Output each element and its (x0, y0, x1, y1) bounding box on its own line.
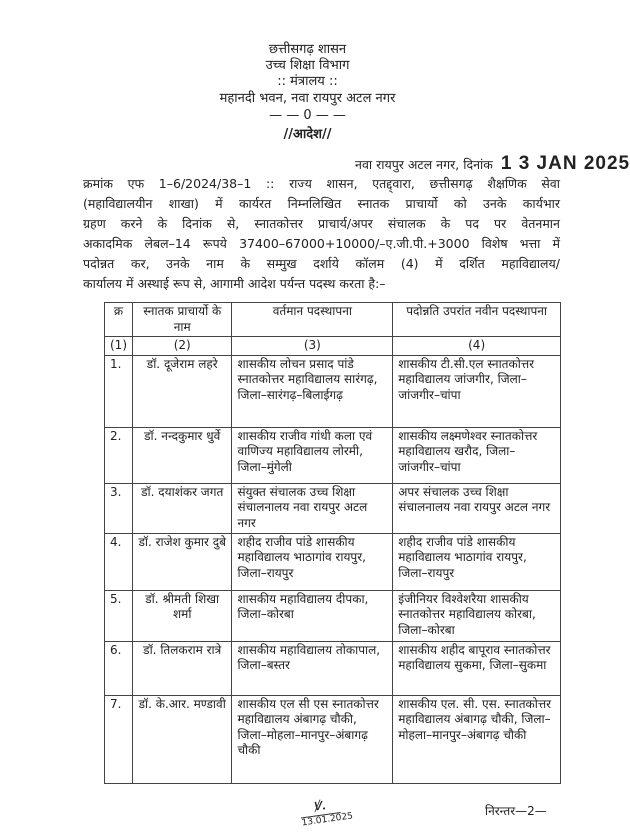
date-stamp: 1 3 JAN 2025 (500, 153, 630, 174)
column-number: (2) (133, 337, 232, 356)
cell-name: डॉ. तिलकराम रात्रे (133, 641, 232, 695)
table-row (105, 355, 561, 427)
signature (298, 789, 354, 829)
table-row (105, 483, 561, 533)
cell-new-posting: शहीद राजीव पांडे शासकीय महाविद्यालय भाठागांव रायपुर, जिला–रायपुर (393, 533, 561, 590)
cell-sr: 7. (105, 695, 133, 783)
continued-label: निरन्तर—2— (485, 804, 547, 818)
cell-current-posting: शासकीय राजीव गांधी कला एवं वाणिज्य महाविद्यालय लोरमी, जिला–मुंगेली (232, 427, 393, 483)
cell-new-posting: शासकीय टी.सी.एल स्नातकोत्तर महाविद्यालय जांजगीर, जिला–जांजगीर–चांपा (393, 355, 561, 427)
cell-current-posting: शासकीय महाविद्यालय दीपका, जिला–कोरबा (232, 590, 393, 641)
column-number: (1) (105, 337, 133, 356)
cell-sr: 1. (105, 355, 133, 427)
order-title: //आदेश// (283, 127, 332, 142)
column-number: (3) (232, 337, 393, 356)
cell-name: डॉ. दयाशंकर जगत (133, 483, 232, 533)
cell-current-posting: शासकीय लोचन प्रसाद पांडे स्नातकोत्तर महाविद्यालय सारंगढ़, जिला–सारंगढ़–बिलाईगढ़ (232, 355, 393, 427)
header-name: स्नातक प्राचार्यो के नाम (133, 303, 232, 337)
cell-new-posting: इंजीनियर विश्वेशरैया शासकीय स्नातकोत्तर महाविद्यालय कोरबा, जिला–कोरबा (393, 590, 561, 641)
table-header-row (105, 303, 561, 337)
signature-date: 13.01.2025 (301, 811, 354, 829)
table-row (105, 427, 561, 483)
cell-name: डॉ. के.आर. मण्डावी (133, 695, 232, 783)
cell-current-posting: शासकीय एल सी एस स्नातकोत्तर महाविद्यालय अंबागढ़ चौकी, जिला–मोहला–मानपुर–अंबागढ़ चौकी (232, 695, 393, 783)
header-current-posting: वर्तमान पदस्थापना (232, 303, 393, 337)
body-line: ग्रहण करने के दिनांक से, स्नातकोत्तर प्राचार्य/अपर संचालक के पद पर वेतनमान (83, 216, 560, 231)
column-number: (4) (393, 337, 561, 356)
cell-new-posting: शासकीय शहीद बापूराव स्नातकोत्तर महाविद्यालय सुकमा, जिला–सुकमा (393, 641, 561, 695)
header-new-posting: पदोन्नति उपरांत नवीन पदस्थापना (393, 303, 561, 337)
cell-sr: 6. (105, 641, 133, 695)
cell-new-posting: अपर संचालक उच्च शिक्षा संचालनालय नवा रायपुर अटल नगर (393, 483, 561, 533)
body-line: पदोन्नत कर, उनके नाम के सम्मुख दर्शाये कॉलम (4) में दर्शित महाविद्यालय/ (83, 256, 560, 271)
address: महानदी भवन, नवा रायपुर अटल नगर (219, 91, 396, 106)
cell-name: डॉ. श्रीमती शिखा शर्मा (133, 590, 232, 641)
department-name: उच्च शिक्षा विभाग (265, 58, 350, 73)
cell-name: डॉ. दूजेराम लहरे (133, 355, 232, 427)
body-line: कार्यालय में अस्थाई रूप से, आगामी आदेश पर्यन्त पदस्थ करता है:– (83, 276, 386, 291)
place-date-label: नवा रायपुर अटल नगर, दिनांक (355, 157, 493, 172)
body-line: (महाविद्यालयीन शाखा) में कार्यरत निम्नलिखित स्नातक प्राचार्यो को उनके कार्यभार (83, 196, 560, 211)
cell-name: डॉ. नन्दकुमार धुर्वे (133, 427, 232, 483)
date-line (355, 153, 630, 175)
table-row (105, 695, 561, 783)
table-row (105, 533, 561, 590)
government-name: छत्तीसगढ़ शासन (268, 42, 347, 57)
cell-sr: 3. (105, 483, 133, 533)
header-sr: क्र (105, 303, 133, 337)
cell-current-posting: शासकीय महाविद्यालय तोकापाल, जिला–बस्तर (232, 641, 393, 695)
body-line: क्रमांक एफ 1–6/2024/38–1 :: राज्य शासन, एतद्द्वारा, छत्तीसगढ़ शैक्षणिक सेवा (83, 176, 560, 191)
cell-current-posting: शहीद राजीव पांडे शासकीय महाविद्यालय भाठागांव रायपुर, जिला–रायपुर (232, 533, 393, 590)
order-body (83, 174, 560, 294)
column-number-row (105, 337, 561, 356)
table-row (105, 590, 561, 641)
cell-current-posting: संयुक्त संचालक उच्च शिक्षा संचालनालय नवा रायपुर अटल नगर (232, 483, 393, 533)
ministry-label: :: मंत्रालय :: (277, 74, 338, 89)
cell-sr: 4. (105, 533, 133, 590)
separator: — — 0 — — (269, 108, 346, 123)
body-line: अकादमिक लेबल–14 रूपये 37400–67000+10000/–ए.जी.पी.+3000 विशेष भत्ता में (83, 236, 560, 251)
cell-sr: 2. (105, 427, 133, 483)
promotion-table (104, 302, 561, 784)
cell-new-posting: शासकीय एल. सी. एस. स्नातकोत्तर महाविद्यालय अंबागढ़ चौकी, जिला–मोहला–मानपुर–अंबागढ़ चौकी (393, 695, 561, 783)
cell-new-posting: शासकीय लक्ष्मणेश्वर स्नातकोत्तर महाविद्यालय खरौद, जिला–जांजगीर–चांपा (393, 427, 561, 483)
cell-sr: 5. (105, 590, 133, 641)
cell-name: डॉ. राजेश कुमार दुबे (133, 533, 232, 590)
signature-mark: ꝟ. (298, 790, 341, 818)
table-row (105, 641, 561, 695)
